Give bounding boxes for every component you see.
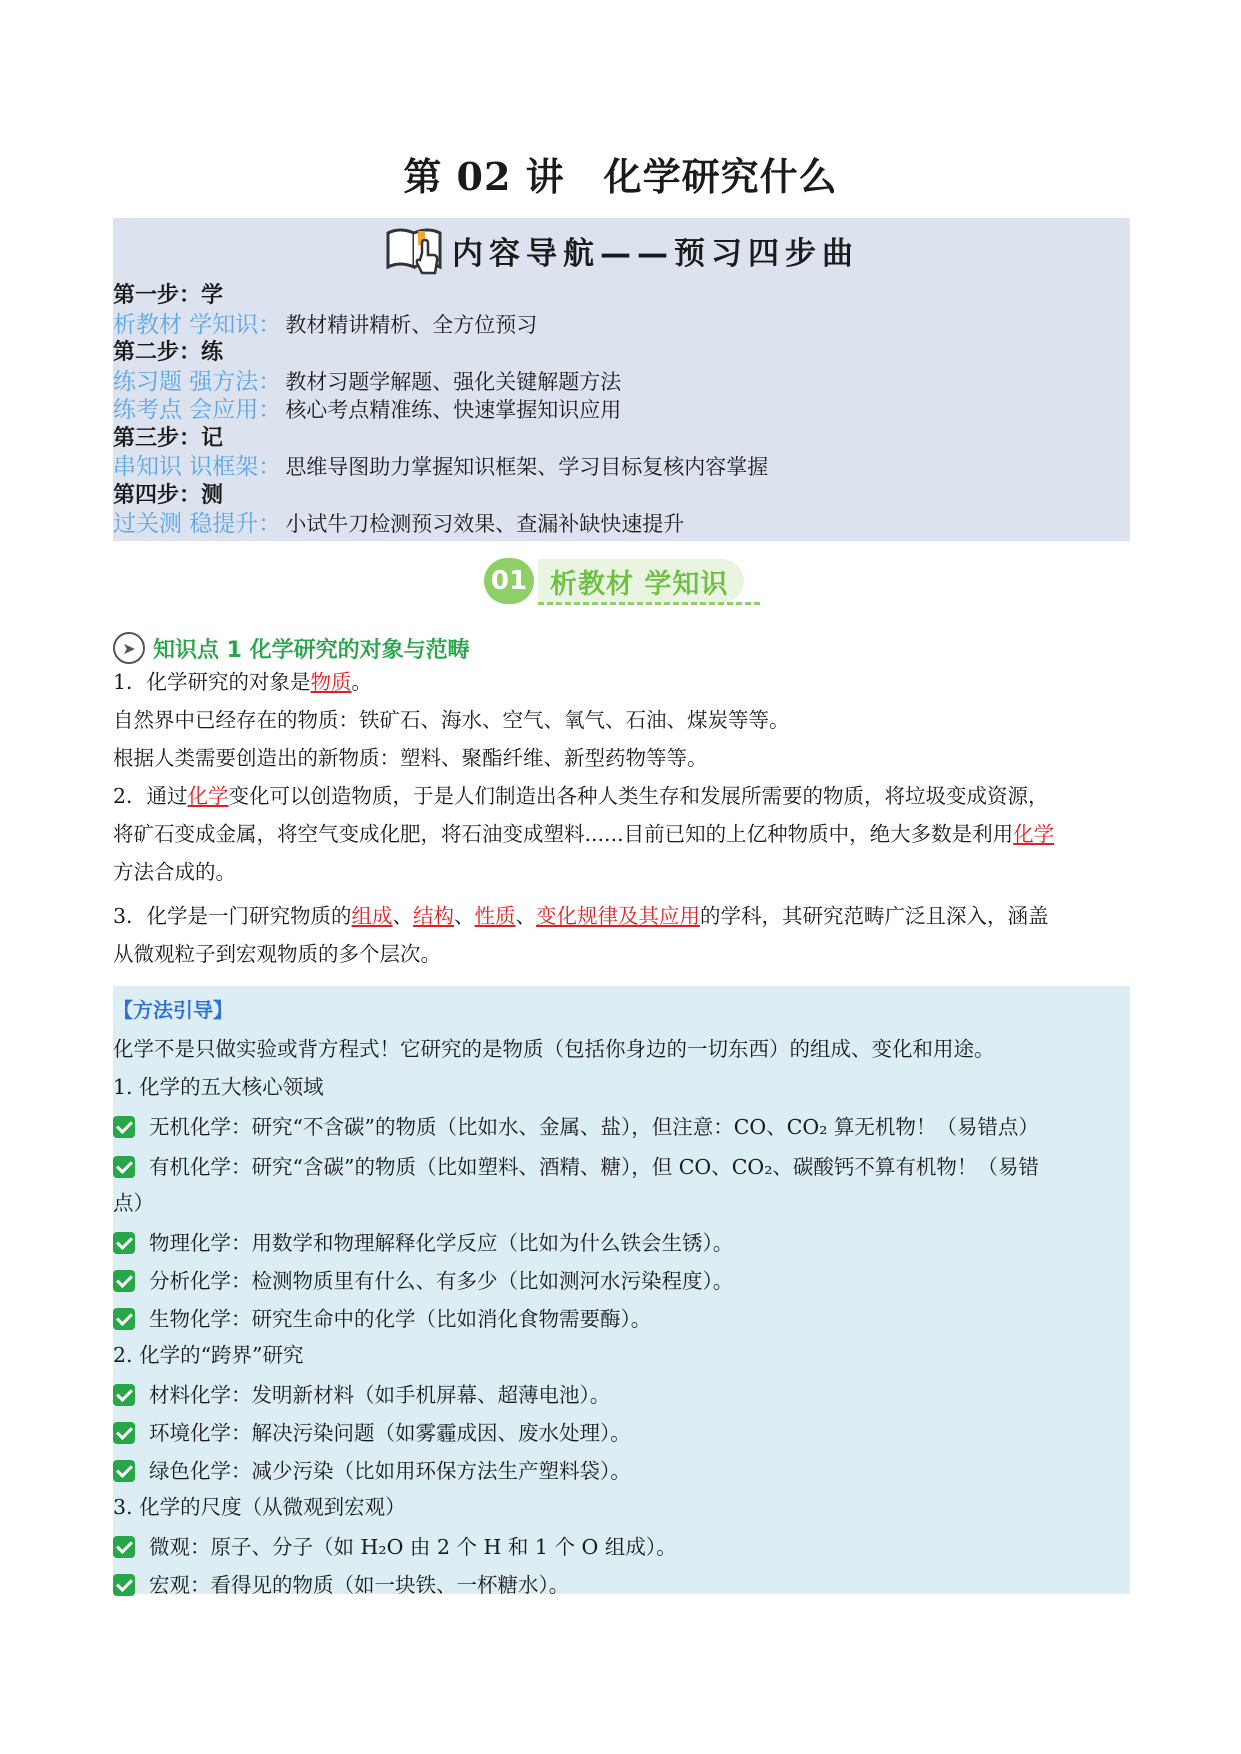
checkbox-icon xyxy=(113,1156,135,1178)
method-heading-2: 2. 化学的“跨界”研究 xyxy=(113,1343,304,1367)
checkbox-icon xyxy=(113,1308,135,1330)
nav-item xyxy=(113,368,1130,397)
checkbox-icon xyxy=(113,1116,135,1138)
nav-item-desc: 思维导图助力掌握知识框架、学习目标复核内容掌握 xyxy=(285,455,769,479)
nav-item-desc: 小试牛刀检测预习效果、查漏补缺快速提升 xyxy=(285,512,685,536)
method-heading-3: 3. 化学的尺度（从微观到宏观） xyxy=(113,1495,406,1519)
nav-item xyxy=(113,453,1130,482)
checkbox-icon xyxy=(113,1270,135,1292)
nav-step: 第一步：学 xyxy=(113,283,224,308)
nav-item xyxy=(113,510,1130,539)
nav-item xyxy=(113,396,1130,425)
nav-item xyxy=(113,311,1130,340)
check-item: 环境化学：解决污染问题（如雾霾成因、废水处理）。 xyxy=(113,1416,631,1446)
paragraph-1: 1．化学研究的对象是物质。 xyxy=(113,670,373,694)
check-item: 无机化学：研究“不含碳”的物质（比如水、金属、盐），但注意：CO、CO₂ 算无机物！（易错点） xyxy=(113,1110,1039,1140)
paragraph-4-end: 方法合成的。 xyxy=(113,860,236,884)
nav-item-desc: 教材习题学解题、强化关键解题方法 xyxy=(285,369,622,394)
paragraph-2: 自然界中已经存在的物质：铁矿石、海水、空气、氧气、石油、煤炭等等。 xyxy=(113,708,790,732)
nav-item-highlight: 过关测 稳提升： xyxy=(113,511,282,537)
nav-item-highlight: 串知识 识框架： xyxy=(113,454,282,480)
book-hand-icon xyxy=(384,223,446,277)
check-item: 宏观：看得见的物质（如一块铁、一杯糖水）。 xyxy=(113,1568,569,1598)
checkbox-icon xyxy=(113,1232,135,1254)
checkbox-icon xyxy=(113,1384,135,1406)
method-guide-box xyxy=(113,986,1130,1597)
paragraph-3: 根据人类需要创造出的新物质：塑料、聚酯纤维、新型药物等等。 xyxy=(113,746,708,770)
checkbox-icon xyxy=(113,1574,135,1596)
method-heading-1: 1. 化学的五大核心领域 xyxy=(113,1075,324,1099)
check-item-cont: 点） xyxy=(113,1191,154,1215)
nav-item-highlight: 练习题 强方法： xyxy=(113,368,282,395)
checkbox-icon xyxy=(113,1460,135,1482)
nav-title: 内容导航——预习四步曲 xyxy=(452,235,859,272)
method-intro: 化学不是只做实验或背方程式！它研究的是物质（包括你身边的一切东西）的组成、变化和用途。 xyxy=(113,1037,995,1061)
method-title: 【方法引导】 xyxy=(113,998,233,1022)
nav-header xyxy=(113,218,1130,282)
arrow-circle-icon: ➤ xyxy=(113,632,145,664)
paragraph-4: 2．通过化学变化可以创造物质，于是人们制造出各种人类生存和发展所需要的物质，将垃圾变成资源， xyxy=(113,784,1049,808)
section-number: 01 xyxy=(484,558,534,604)
nav-lines xyxy=(113,282,1130,539)
check-item: 有机化学：研究“含碳”的物质（比如塑料、酒精、糖），但 CO、CO₂、碳酸钙不算有机物！（易错 xyxy=(113,1150,1039,1180)
checkbox-icon xyxy=(113,1422,135,1444)
checkbox-icon xyxy=(113,1536,135,1558)
section-label: 析教材 学知识 xyxy=(538,559,744,603)
paragraph-5: 3．化学是一门研究物质的组成、结构、性质、变化规律及其应用的学科，其研究范畴广泛且深入，涵盖 xyxy=(113,904,1049,928)
check-item: 生物化学：研究生命中的化学（比如消化食物需要酶）。 xyxy=(113,1302,651,1332)
check-item: 物理化学：用数学和物理解释化学反应（比如为什么铁会生锈）。 xyxy=(113,1226,733,1256)
nav-item-desc: 教材精讲精析、全方位预习 xyxy=(285,312,538,337)
section-divider xyxy=(538,602,760,605)
paragraph-5-cont: 从微观粒子到宏观物质的多个层次。 xyxy=(113,942,441,966)
nav-step: 第三步：记 xyxy=(113,425,224,451)
nav-item-desc: 核心考点精准练、快速掌握知识应用 xyxy=(285,398,622,422)
nav-item-highlight: 练考点 会应用： xyxy=(113,397,282,423)
section-badge xyxy=(484,556,744,606)
page-title: 第 02 讲 化学研究什么 xyxy=(403,154,838,199)
check-item: 材料化学：发明新材料（如手机屏幕、超薄电池）。 xyxy=(113,1378,610,1408)
nav-step: 第二步：练 xyxy=(113,340,224,365)
knowledge-point-title: 知识点 1 化学研究的对象与范畴 xyxy=(153,637,470,663)
paragraph-4-cont: 将矿石变成金属，将空气变成化肥，将石油变成塑料......目前已知的上亿种物质中，绝大多数是利用化学 xyxy=(113,822,1055,846)
check-item: 分析化学：检测物质里有什么、有多少（比如测河水污染程度）。 xyxy=(113,1264,733,1294)
check-item: 微观：原子、分子（如 H₂O 由 2 个 H 和 1 个 O 组成）。 xyxy=(113,1530,677,1560)
nav-item-highlight: 析教材 学知识： xyxy=(113,311,282,338)
check-item: 绿色化学：减少污染（比如用环保方法生产塑料袋）。 xyxy=(113,1454,631,1484)
content-navigation xyxy=(113,218,1130,541)
nav-step: 第四步：测 xyxy=(113,482,224,508)
knowledge-point-heading xyxy=(113,632,470,664)
